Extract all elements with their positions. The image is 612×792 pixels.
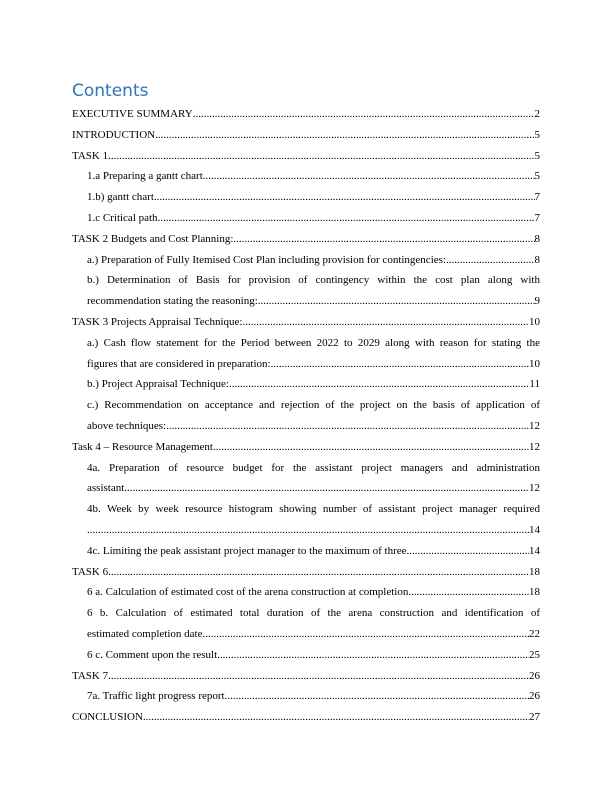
toc-entry-title-line2: figures that are considered in preparation:	[87, 357, 271, 370]
toc-entry[interactable]	[72, 208, 540, 229]
toc-entry[interactable]	[72, 562, 540, 583]
toc-entry-page: 5	[534, 128, 540, 141]
toc-entry-page: 2	[534, 108, 540, 120]
toc-entry[interactable]	[72, 125, 540, 146]
dot-leader	[203, 166, 535, 187]
dot-leader	[154, 187, 535, 208]
toc-entry-page: 5	[534, 149, 540, 162]
toc-entry[interactable]	[72, 541, 540, 562]
dot-leader	[108, 146, 534, 167]
toc-entry-page: 14	[529, 523, 540, 536]
toc-entry-page: 12	[529, 419, 540, 432]
toc-entry[interactable]	[72, 437, 540, 458]
toc-entry-title: TASK 1	[72, 149, 109, 162]
toc-entry-title: 1.b) gantt chart	[87, 191, 154, 204]
dot-leader	[124, 478, 529, 499]
dot-leader	[233, 229, 534, 250]
dot-leader	[213, 437, 529, 458]
toc-entry-title-line1: c.) Recommendation on acceptance and rejection of the project on the basis of application of	[87, 399, 540, 412]
toc-entry-title-line1: b.) Determination of Basis for provision of contingency within the cost plan along with	[87, 274, 540, 287]
toc-entry[interactable]	[72, 312, 540, 333]
toc-entry-page: 10	[529, 357, 540, 370]
toc-entry-page: 25	[529, 648, 540, 661]
toc-entry[interactable]	[72, 499, 540, 541]
toc-entry-page: 27	[529, 711, 540, 724]
dot-leader	[108, 666, 529, 687]
dot-leader	[408, 582, 529, 603]
dot-leader	[258, 291, 535, 312]
toc-entry-title: 7a. Traffic light progress report	[87, 690, 225, 703]
toc-entry-title-line2: recommendation stating the reasoning:	[87, 295, 258, 308]
toc-entry-title-line1: 4b. Week by week resource histogram showing number of assistant project manager required	[87, 503, 540, 516]
toc-heading: Contents	[72, 81, 149, 101]
toc-entry-page: 12	[529, 440, 540, 453]
toc-entry-title-line2: assistant	[87, 482, 125, 495]
dot-leader	[242, 312, 529, 333]
dot-leader	[407, 541, 529, 562]
toc-entry[interactable]	[72, 603, 540, 645]
toc-entry[interactable]	[72, 374, 540, 395]
toc-entry[interactable]	[72, 707, 540, 728]
toc-entry-title: Task 4 – Resource Management	[72, 440, 213, 453]
toc-entry[interactable]	[72, 333, 540, 375]
toc-entry-page: 9	[534, 295, 540, 308]
toc-entry-title: TASK 7	[72, 669, 109, 682]
toc-entry-title: TASK 2 Budgets and Cost Planning:	[72, 232, 234, 245]
toc-entry-page: 26	[529, 669, 540, 682]
toc-entry-page: 18	[529, 565, 540, 578]
dot-leader	[158, 208, 535, 229]
dot-leader	[143, 707, 529, 728]
dot-leader	[446, 250, 535, 271]
toc-entry-title-line1: a.) Cash flow statement for the Period between 2022 to 2029 along with reason for stating the	[87, 336, 540, 349]
toc-entry-title: 6 c. Comment upon the result	[87, 648, 218, 661]
toc-entry-title: 6 a. Calculation of estimated cost of the arena construction at completion	[87, 586, 409, 599]
toc-entry-page: 22	[529, 627, 540, 640]
toc-entry-title-line2: estimated completion date	[87, 627, 203, 640]
dot-leader	[217, 645, 529, 666]
dot-leader	[271, 354, 529, 375]
toc-entry[interactable]	[72, 166, 540, 187]
toc-entry[interactable]	[72, 104, 540, 125]
toc-entry[interactable]	[72, 270, 540, 312]
dot-leader	[108, 562, 529, 583]
toc-entry-title: 1.c Critical path	[87, 211, 158, 224]
toc-entry[interactable]	[72, 250, 540, 271]
toc-entry-page: 18	[529, 586, 540, 599]
dot-leader	[166, 416, 529, 437]
toc-entry[interactable]	[72, 146, 540, 167]
toc-entry-title: CONCLUSION	[72, 711, 143, 724]
toc-entry-page: 5	[534, 170, 540, 183]
toc-entry-title: 4c. Limiting the peak assistant project manager to the maximum of three	[87, 544, 407, 557]
toc-entry[interactable]	[72, 686, 540, 707]
toc-entry-page: 8	[534, 253, 540, 266]
toc-entry[interactable]	[72, 458, 540, 500]
toc-entry-page: 10	[529, 315, 540, 328]
toc-entry-page: 12	[529, 482, 540, 495]
dot-leader	[225, 686, 529, 707]
dot-leader	[87, 520, 529, 541]
toc-entry-title: TASK 6	[72, 565, 109, 578]
toc-entry-title: b.) Project Appraisal Technique:	[87, 378, 229, 391]
toc-entry[interactable]	[72, 666, 540, 687]
toc-entry[interactable]	[72, 645, 540, 666]
document-page	[72, 78, 540, 728]
toc-entry-page: 11	[529, 378, 540, 391]
dot-leader	[229, 374, 529, 395]
toc-entry-title: TASK 3 Projects Appraisal Technique:	[72, 315, 243, 328]
dot-leader	[193, 104, 535, 125]
dot-leader	[155, 125, 534, 146]
toc-entry-title: 1.a Preparing a gantt chart	[87, 170, 203, 183]
toc-entry-title-line1: 4a. Preparation of resource budget for the assistant project managers and administration	[87, 461, 540, 474]
toc-entry-title-line2: above techniques:	[87, 419, 167, 432]
toc-entry[interactable]	[72, 395, 540, 437]
dot-leader	[202, 624, 529, 645]
toc-entry-page: 26	[529, 690, 540, 703]
toc-entry-page: 7	[534, 211, 540, 224]
toc-entry-title: EXECUTIVE SUMMARY	[72, 108, 193, 120]
toc-entry[interactable]	[72, 229, 540, 250]
toc-entry-page: 8	[534, 232, 540, 245]
toc-entry-title: INTRODUCTION	[72, 128, 156, 141]
toc-entry-page: 7	[534, 191, 540, 204]
toc-entry-title: a.) Preparation of Fully Itemised Cost Plan including provision for contingencies:	[87, 253, 446, 266]
toc-entry-title-line1: 6 b. Calculation of estimated total duration of the arena construction and identification of	[87, 607, 540, 620]
toc-entry-page: 14	[529, 544, 540, 557]
toc-entry[interactable]	[72, 187, 540, 208]
toc-entry[interactable]	[72, 582, 540, 603]
table-of-contents	[72, 104, 540, 728]
